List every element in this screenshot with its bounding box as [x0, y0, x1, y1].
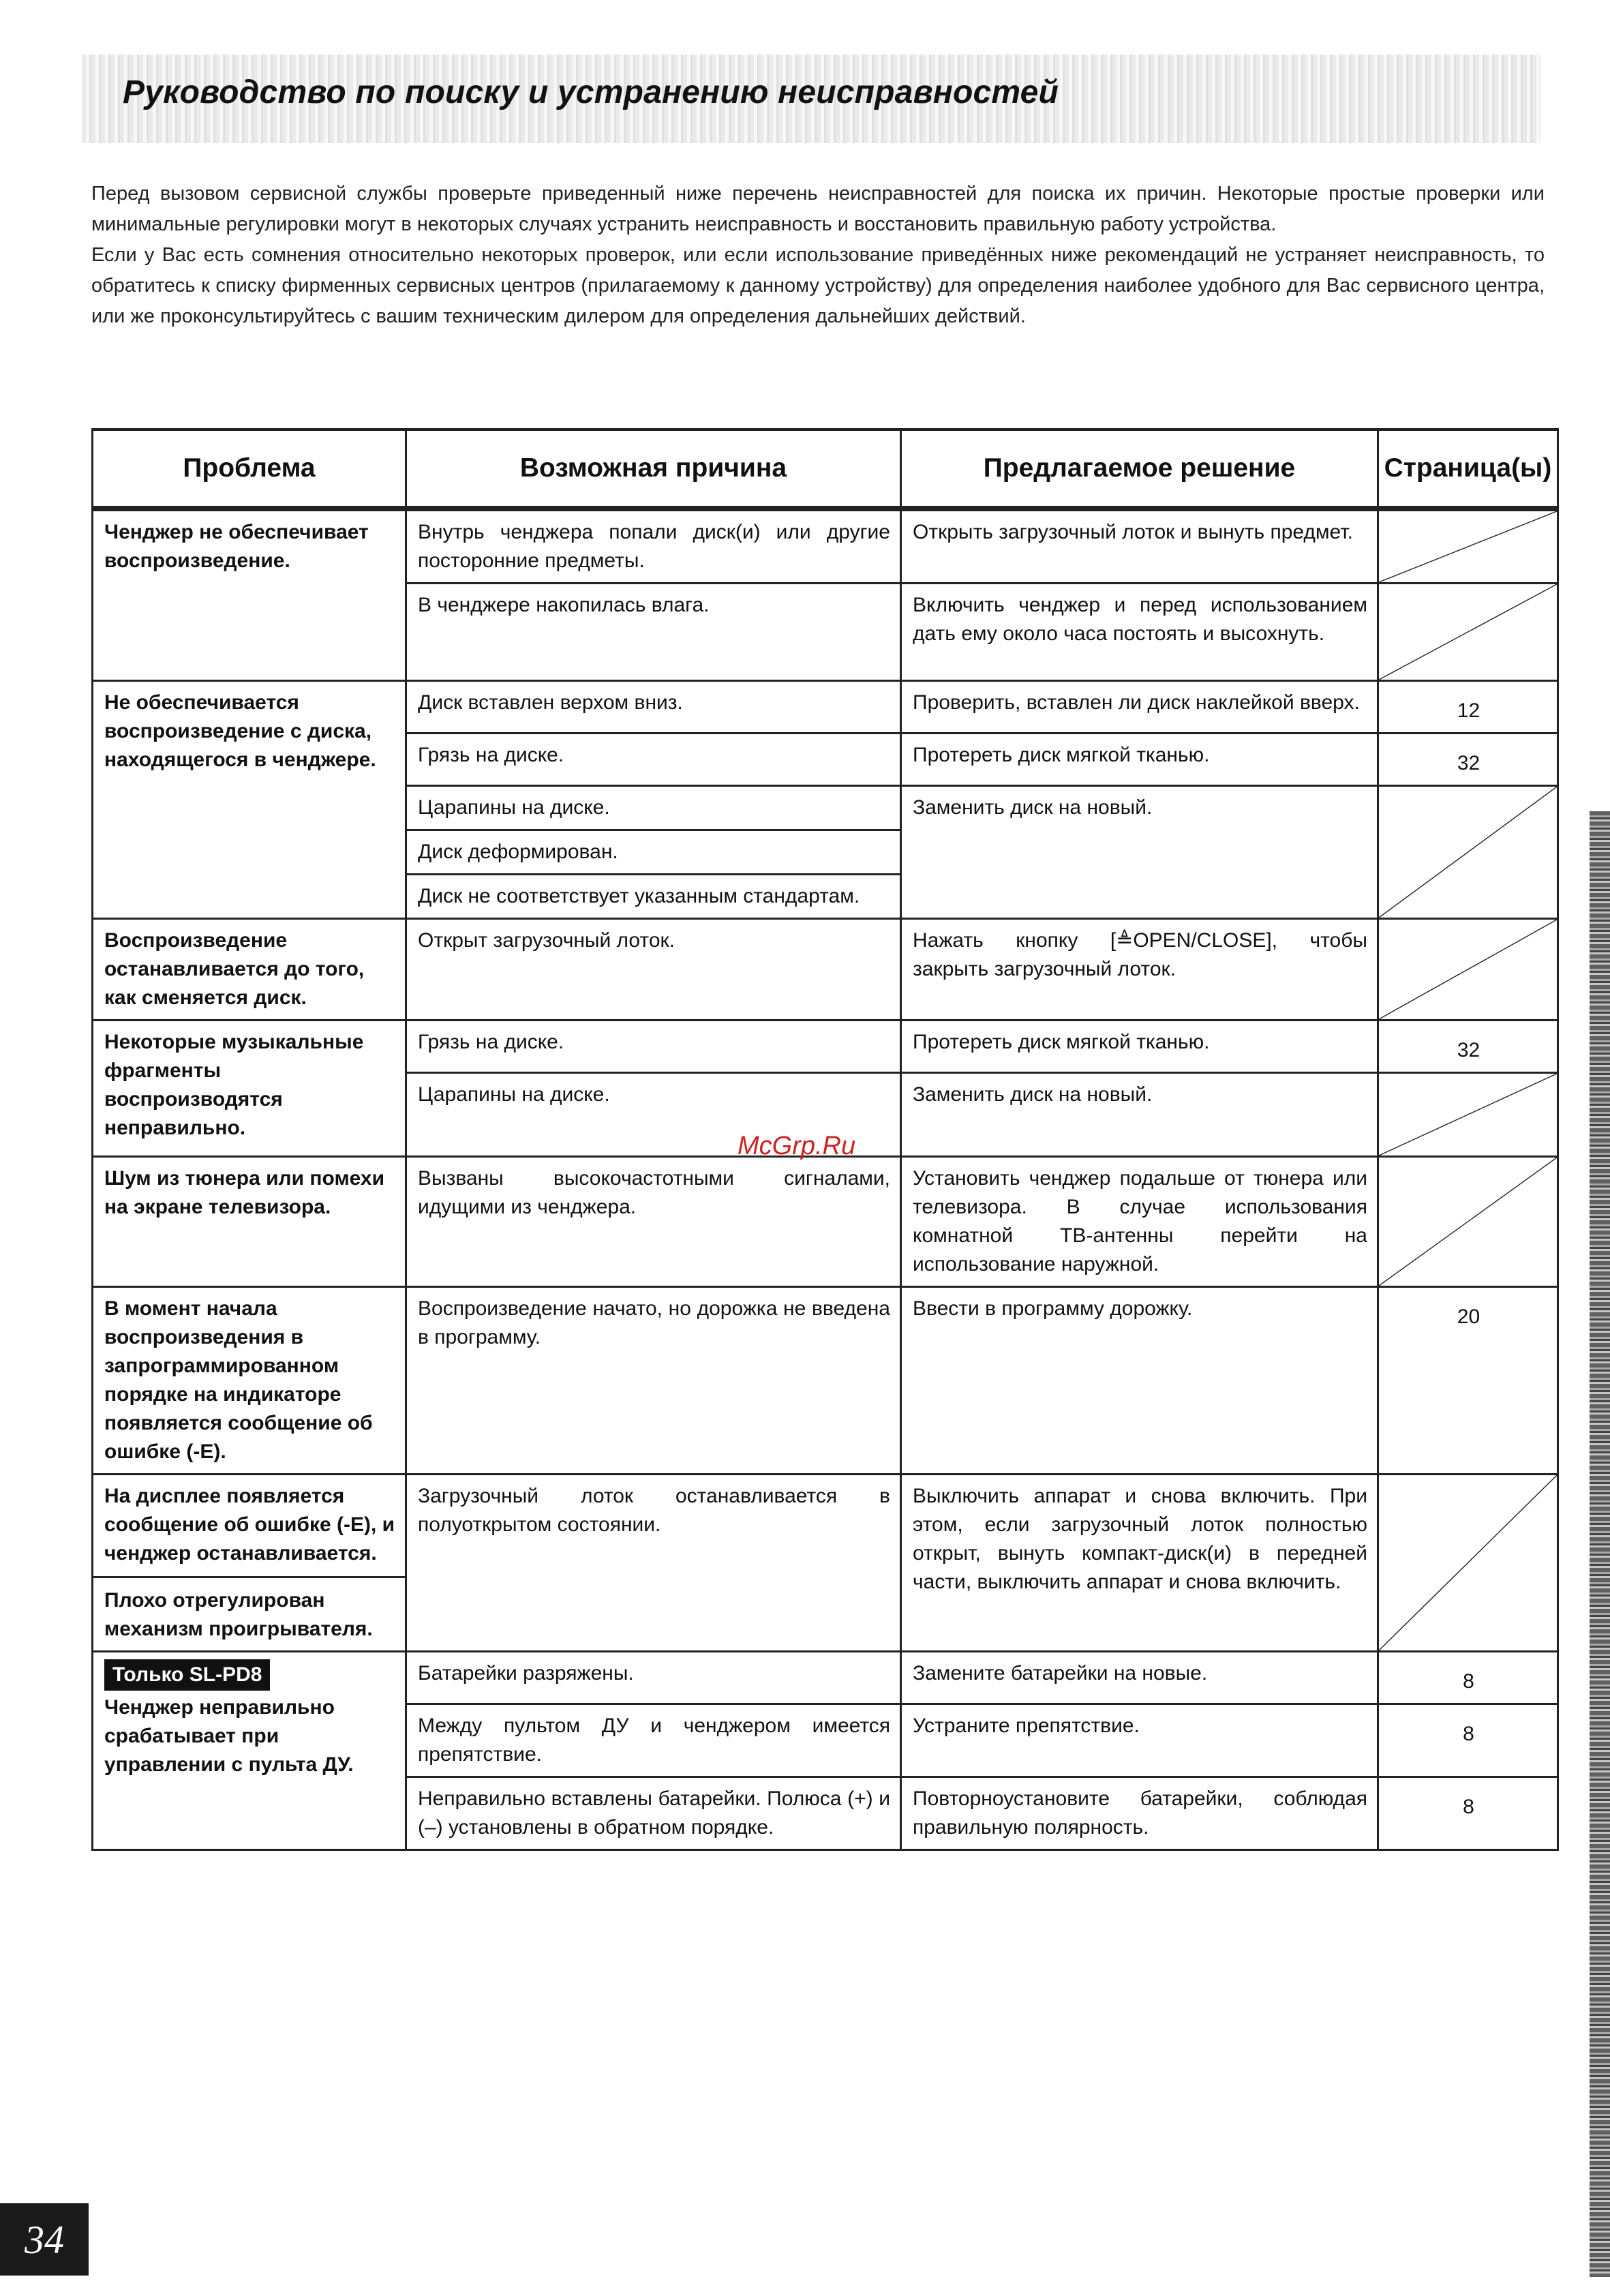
solution-cell: Установить ченджер подальше от тюнера или телевизора. В случае использования комнатной ТВ-антенны перейти на использование наружной. [901, 1157, 1378, 1287]
table-row [93, 1475, 1558, 1652]
cause-cell: Царапины на диске. [406, 786, 901, 830]
problem-cell [93, 1652, 406, 1850]
problem-cell: Ченджер не обеспечивает воспроизведение. [93, 509, 406, 681]
diagonal-slash [1379, 1074, 1557, 1155]
page-cell [1378, 1287, 1558, 1475]
intro-paragraph-2: Если у Вас есть сомнения относительно некоторых проверок, или если использование приведённых ниже рекомендаций не устраняет неисправность, то обратитесь к списку фирменных сервисных центров (прилагаемому к данному устройству) для определения наиболее удобного для Вас сервисного центра, или же проконсультируйтесь с вашим техническим дилером для определения дальнейших действий. [91, 244, 1545, 327]
cause-cell: Царапины на диске. [406, 1073, 901, 1157]
header-cause: Возможная причина [406, 429, 901, 509]
problem-cell: Шум из тюнера или помехи на экране телевизора. [93, 1157, 406, 1287]
problem-text: Ченджер неправильно срабатывает при управлении с пульта ДУ. [104, 1696, 354, 1776]
cause-cell: Воспроизведение начато, но дорожка не введена в программу. [406, 1287, 901, 1475]
page-cell [1378, 1652, 1558, 1704]
table-row [93, 919, 1558, 1021]
diagonal-slash [1379, 511, 1557, 582]
cause-cell: Диск деформирован. [406, 830, 901, 875]
page-cell-empty [1378, 1157, 1558, 1287]
table-row [93, 509, 1558, 584]
cause-cell: В ченджере накопилась влага. [406, 584, 901, 681]
cause-cell: Батарейки разряжены. [406, 1652, 901, 1704]
table-row [93, 681, 1558, 734]
page-number-value: 8 [1463, 1670, 1474, 1693]
solution-cell: Заменить диск на новый. [901, 1073, 1378, 1157]
page-cell-empty [1378, 509, 1558, 584]
page-title: Руководство по поиску и устранению неисправностей [123, 74, 1059, 110]
solution-cell: Нажать кнопку [≜OPEN/CLOSE], чтобы закрыть загрузочный лоток. [901, 919, 1378, 1021]
header-pages: Страница(ы) [1378, 429, 1558, 509]
page-cell [1378, 1021, 1558, 1073]
page-cell-empty [1378, 584, 1558, 681]
solution-cell: Включить ченджер и перед использованием дать ему около часа постоять и высохнуть. [901, 584, 1378, 681]
table-row [93, 1157, 1558, 1287]
cause-cell: Грязь на диске. [406, 1021, 901, 1073]
cause-cell: Диск вставлен верхом вниз. [406, 681, 901, 734]
cause-cell: Вызваны высокочастотными сигналами, идущими из ченджера. [406, 1157, 901, 1287]
page-cell-empty [1378, 1073, 1558, 1157]
cause-cell: Диск не соответствует указанным стандартам. [406, 875, 901, 919]
page-cell [1378, 1704, 1558, 1777]
page-cell-empty [1378, 1475, 1558, 1652]
intro-text [91, 179, 1545, 332]
solution-cell: Заменить диск на новый. [901, 786, 1378, 919]
page-number: 34 [0, 2203, 89, 2276]
solution-cell: Проверить, вставлен ли диск наклейкой вверх. [901, 681, 1378, 734]
page-cell [1378, 681, 1558, 734]
header-problem: Проблема [93, 429, 406, 509]
page-number-value: 8 [1463, 1796, 1474, 1818]
problem-cell: Некоторые музыкальные фрагменты воспроизводятся неправильно. [93, 1021, 406, 1157]
page-number-value: 32 [1457, 752, 1480, 774]
problem-text: На дисплее появляется сообщение об ошибке (-E), и ченджер останавливается. [104, 1485, 395, 1565]
problem-text-secondary: Плохо отрегулирован механизм проигрывателя. [93, 1576, 405, 1644]
page-cell-empty [1378, 919, 1558, 1021]
cause-cell: Грязь на диске. [406, 734, 901, 786]
problem-cell: Не обеспечивается воспроизведение с диска, находящегося в ченджере. [93, 681, 406, 919]
scan-edge-artifact [1590, 811, 1610, 2277]
intro-paragraph-1: Перед вызовом сервисной службы проверьте приведенный ниже перечень неисправностей для поиска их причин. Некоторые простые проверки или минимальные регулировки могут в некоторых случаях устранить неисправность и восстановить правильную работу устройства. [91, 183, 1545, 235]
diagonal-slash [1379, 1158, 1557, 1286]
diagonal-slash [1379, 787, 1557, 918]
solution-cell: Протереть диск мягкой тканью. [901, 1021, 1378, 1073]
solution-cell: Выключить аппарат и снова включить. При этом, если загрузочный лоток полностью открыт, вынуть компакт-диск(и) в передней части, выключить аппарат и снова включить. [901, 1475, 1378, 1652]
page-cell-empty [1378, 786, 1558, 919]
table-row [93, 1021, 1558, 1073]
watermark: McGrp.Ru [738, 1132, 856, 1160]
cause-cell: Открыт загрузочный лоток. [406, 919, 901, 1021]
table-row [93, 1287, 1558, 1475]
problem-cell [93, 1475, 406, 1652]
cause-cell: Неправильно вставлены батарейки. Полюса (+) и (–) установлены в обратном порядке. [406, 1777, 901, 1850]
solution-cell: Протереть диск мягкой тканью. [901, 734, 1378, 786]
page-cell [1378, 734, 1558, 786]
diagonal-slash [1379, 584, 1557, 680]
header-solution: Предлагаемое решение [901, 429, 1378, 509]
table-row [93, 1652, 1558, 1704]
page-cell [1378, 1777, 1558, 1850]
page-number-value: 8 [1463, 1723, 1474, 1745]
solution-cell: Устраните препятствие. [901, 1704, 1378, 1777]
cause-cell: Между пультом ДУ и ченджером имеется препятствие. [406, 1704, 901, 1777]
page-number-value: 12 [1457, 699, 1480, 722]
cause-cell: Внутрь ченджера попали диск(и) или другие посторонние предметы. [406, 509, 901, 584]
page-number-value: 32 [1457, 1039, 1480, 1061]
page-number-value: 20 [1457, 1305, 1480, 1328]
solution-cell: Открыть загрузочный лоток и вынуть предмет. [901, 509, 1378, 584]
cause-cell: Загрузочный лоток останавливается в полуоткрытом состоянии. [406, 1475, 901, 1652]
problem-cell: В момент начала воспроизведения в запрограммированном порядке на индикаторе появляется сообщение об ошибке (-E). [93, 1287, 406, 1475]
table-header-row [93, 429, 1558, 509]
solution-cell: Повторноустановите батарейки, соблюдая правильную полярность. [901, 1777, 1378, 1850]
diagonal-slash [1379, 920, 1557, 1019]
problem-cell: Воспроизведение останавливается до того, как сменяется диск. [93, 919, 406, 1021]
model-badge: Только SL-PD8 [104, 1659, 270, 1691]
solution-cell: Ввести в программу дорожку. [901, 1287, 1378, 1475]
diagonal-slash [1379, 1475, 1557, 1650]
solution-cell: Замените батарейки на новые. [901, 1652, 1378, 1704]
